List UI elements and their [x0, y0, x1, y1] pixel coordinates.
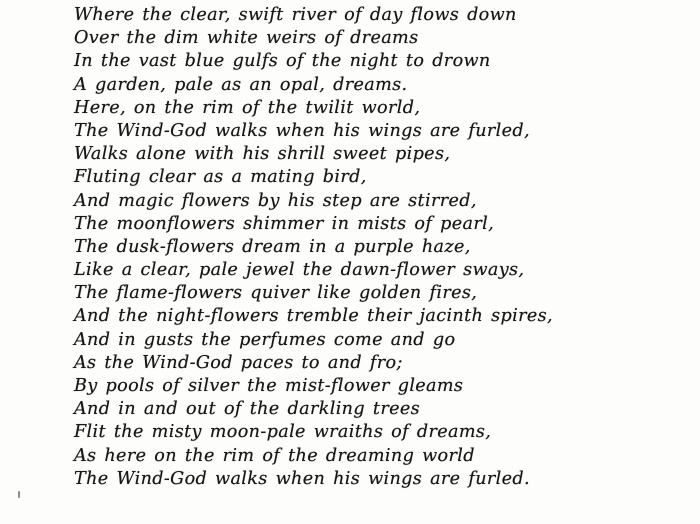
poem-line-8: Fluting clear as a mating bird, — [74, 167, 367, 188]
poem-line-16: As the Wind-God paces to and fro; — [74, 352, 403, 373]
poem-line-1: Where the clear, swift river of day flows down — [74, 5, 517, 25]
poem-line-21: The Wind-God walks when his wings are furled. — [74, 468, 530, 489]
poem-text — [74, 4, 553, 491]
poem-line-20: As here on the rim of the dreaming world — [74, 445, 475, 466]
poem-line-3: In the vast blue gulfs of the night to drown — [74, 51, 491, 72]
poem-line-4: A garden, pale as an opal, dreams. — [74, 74, 408, 95]
poem-line-17: By pools of silver the mist-flower gleams — [74, 376, 464, 396]
poem-line-2: Over the dim white weirs of dreams — [74, 28, 419, 49]
scan-speck — [18, 491, 20, 498]
poem-line-6: The Wind-God walks when his wings are furled, — [74, 120, 530, 141]
poem-line-10: The moonflowers shimmer in mists of pearl, — [74, 213, 495, 234]
poem-line-15: And in gusts the perfumes come and go — [74, 329, 456, 350]
poem-line-9: And magic flowers by his step are stirred, — [74, 190, 477, 211]
poem-line-11: The dusk-flowers dream in a purple haze, — [74, 236, 471, 257]
poem-line-13: The flame-flowers quiver like golden fires, — [74, 283, 478, 304]
poem-line-14: And the night-flowers tremble their jacinth spires, — [74, 306, 553, 327]
poem-line-18: And in and out of the darkling trees — [74, 399, 421, 420]
poem-line-19: Flit the misty moon-pale wraiths of dreams, — [74, 422, 492, 443]
poem-line-7: Walks alone with his shrill sweet pipes, — [74, 144, 451, 165]
poem-line-5: Here, on the rim of the twilit world, — [74, 97, 421, 118]
poem-line-12: Like a clear, pale jewel the dawn-flower sways, — [74, 260, 525, 281]
